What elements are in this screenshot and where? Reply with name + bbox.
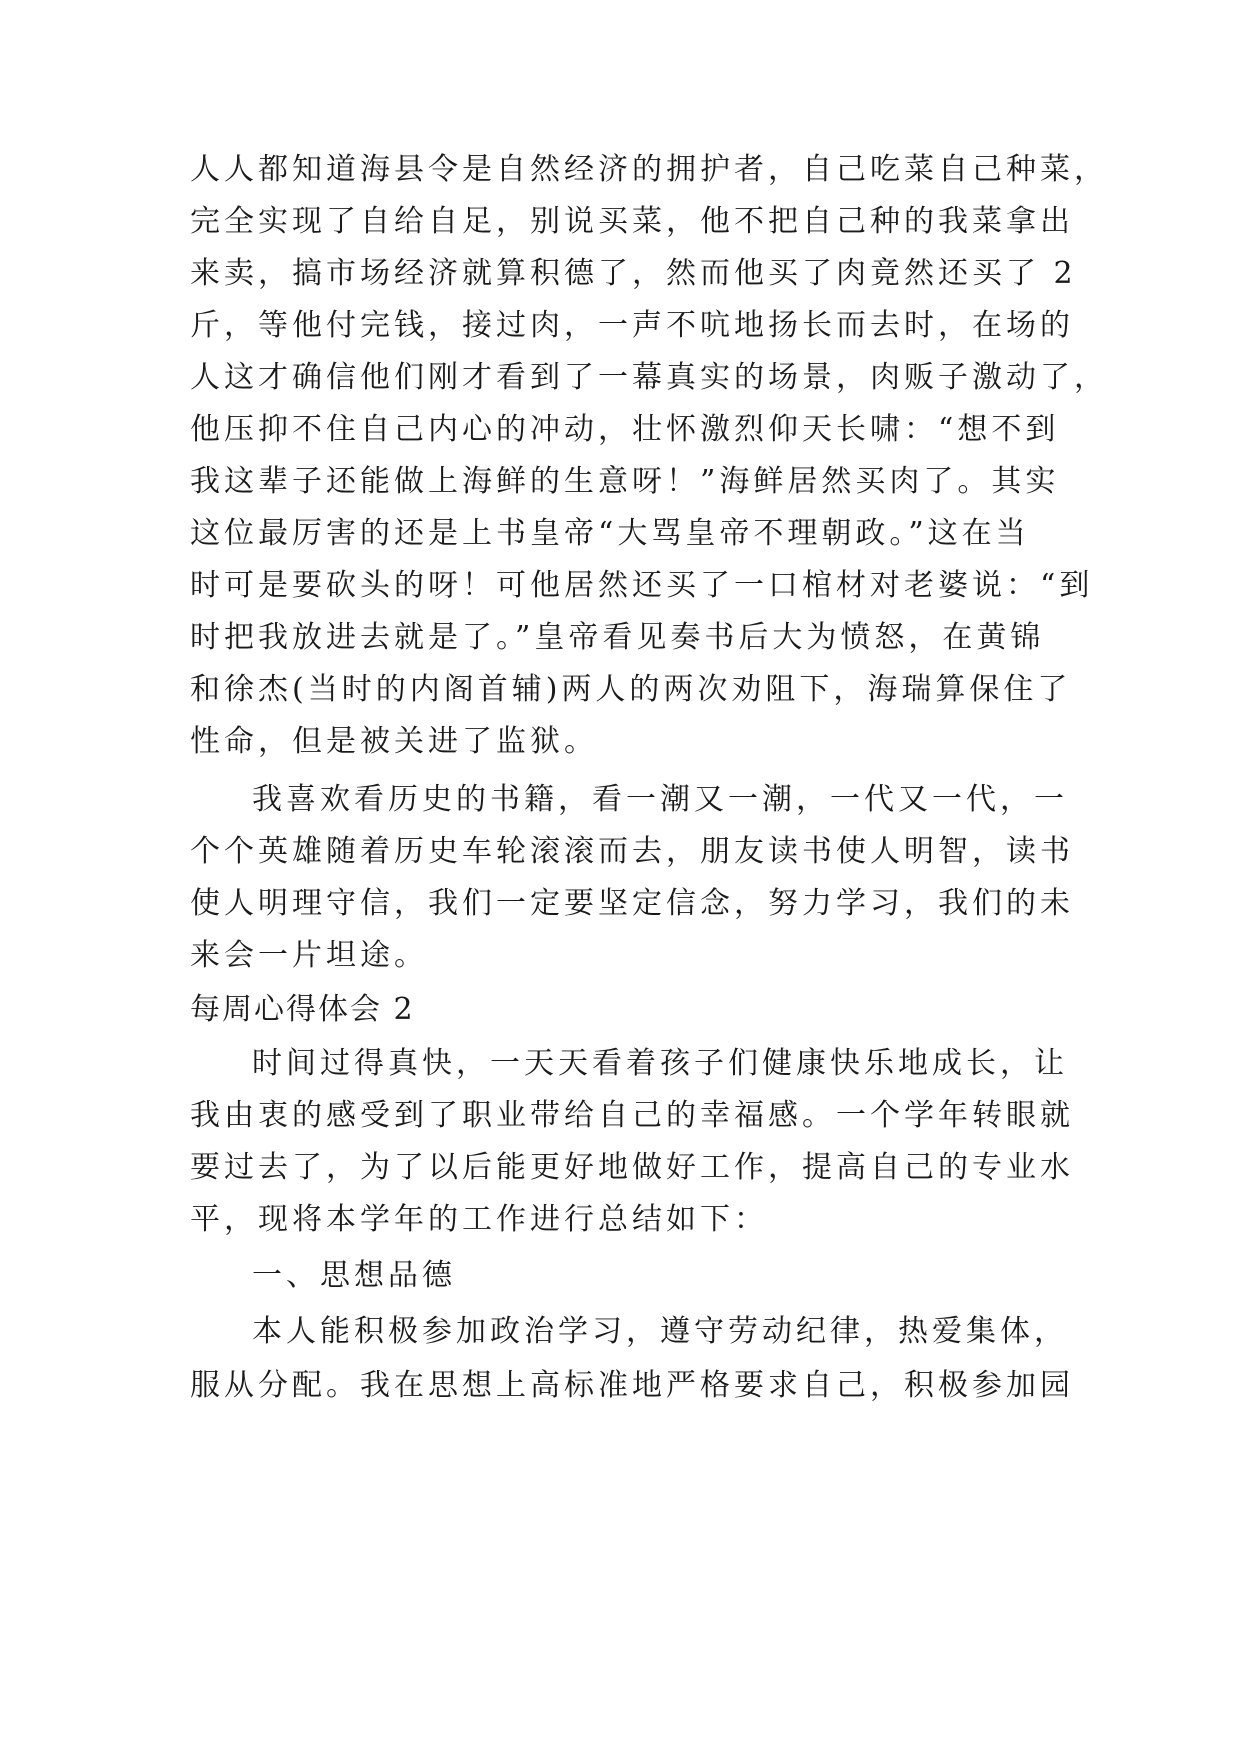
body-text-line: 时把我放进去就是了。”皇帝看见奏书后大为愤怒，在黄锦 [190, 620, 1045, 655]
body-text-line: 使人明理守信，我们一定要坚定信念，努力学习，我们的未 [190, 886, 1074, 921]
body-text-line: 来卖，搞市场经济就算积德了，然而他买了肉竟然还买了 2 [190, 256, 1077, 291]
body-text-line: 性命，但是被关进了监狱。 [190, 724, 598, 759]
body-text-line: 人这才确信他们刚才看到了一幕真实的场景，肉贩子激动了， [190, 360, 1108, 395]
body-text-line: 这位最厉害的还是上书皇帝“大骂皇帝不理朝政。”这在当 [190, 516, 1030, 551]
body-text-line: 和徐杰(当时的内阁首辅)两人的两次劝阻下，海瑞算保住了 [190, 672, 1072, 707]
body-text-line: 平，现将本学年的工作进行总结如下： [190, 1202, 768, 1237]
subsection-heading: 一、思想品德 [252, 1258, 456, 1293]
body-text-line: 我这辈子还能做上海鲜的生意呀！”海鲜居然买肉了。其实 [190, 464, 1060, 499]
body-text-line: 我由衷的感受到了职业带给自己的幸福感。一个学年转眼就 [190, 1098, 1074, 1133]
body-text-line: 他压抑不住自己内心的冲动，壮怀激烈仰天长啸：“想不到 [190, 412, 1060, 447]
body-text-line: 要过去了，为了以后能更好地做好工作，提高自己的专业水 [190, 1150, 1074, 1185]
body-text-line: 个个英雄随着历史车轮滚滚而去，朋友读书使人明智，读书 [190, 834, 1074, 869]
section-heading: 每周心得体会 2 [190, 992, 415, 1027]
body-text-line: 斤，等他付完钱，接过肉，一声不吭地扬长而去时，在场的 [190, 308, 1074, 343]
paragraph-first-line: 本人能积极参加政治学习，遵守劳动纪律，热爱集体， [252, 1314, 1068, 1349]
body-text-line: 来会一片坦途。 [190, 938, 428, 973]
body-text-line: 服从分配。我在思想上高标准地严格要求自己，积极参加园 [190, 1368, 1074, 1403]
paragraph-first-line: 我喜欢看历史的书籍，看一潮又一潮，一代又一代，一 [252, 782, 1068, 817]
body-text-line: 完全实现了自给自足，别说买菜，他不把自己种的我菜拿出 [190, 204, 1074, 239]
paragraph-first-line: 时间过得真快，一天天看着孩子们健康快乐地成长，让 [252, 1046, 1068, 1081]
body-text-line: 时可是要砍头的呀！可他居然还买了一口棺材对老婆说：“到 [190, 568, 1094, 603]
body-text-line: 人人都知道海县令是自然经济的拥护者，自己吃菜自己种菜， [190, 152, 1108, 187]
